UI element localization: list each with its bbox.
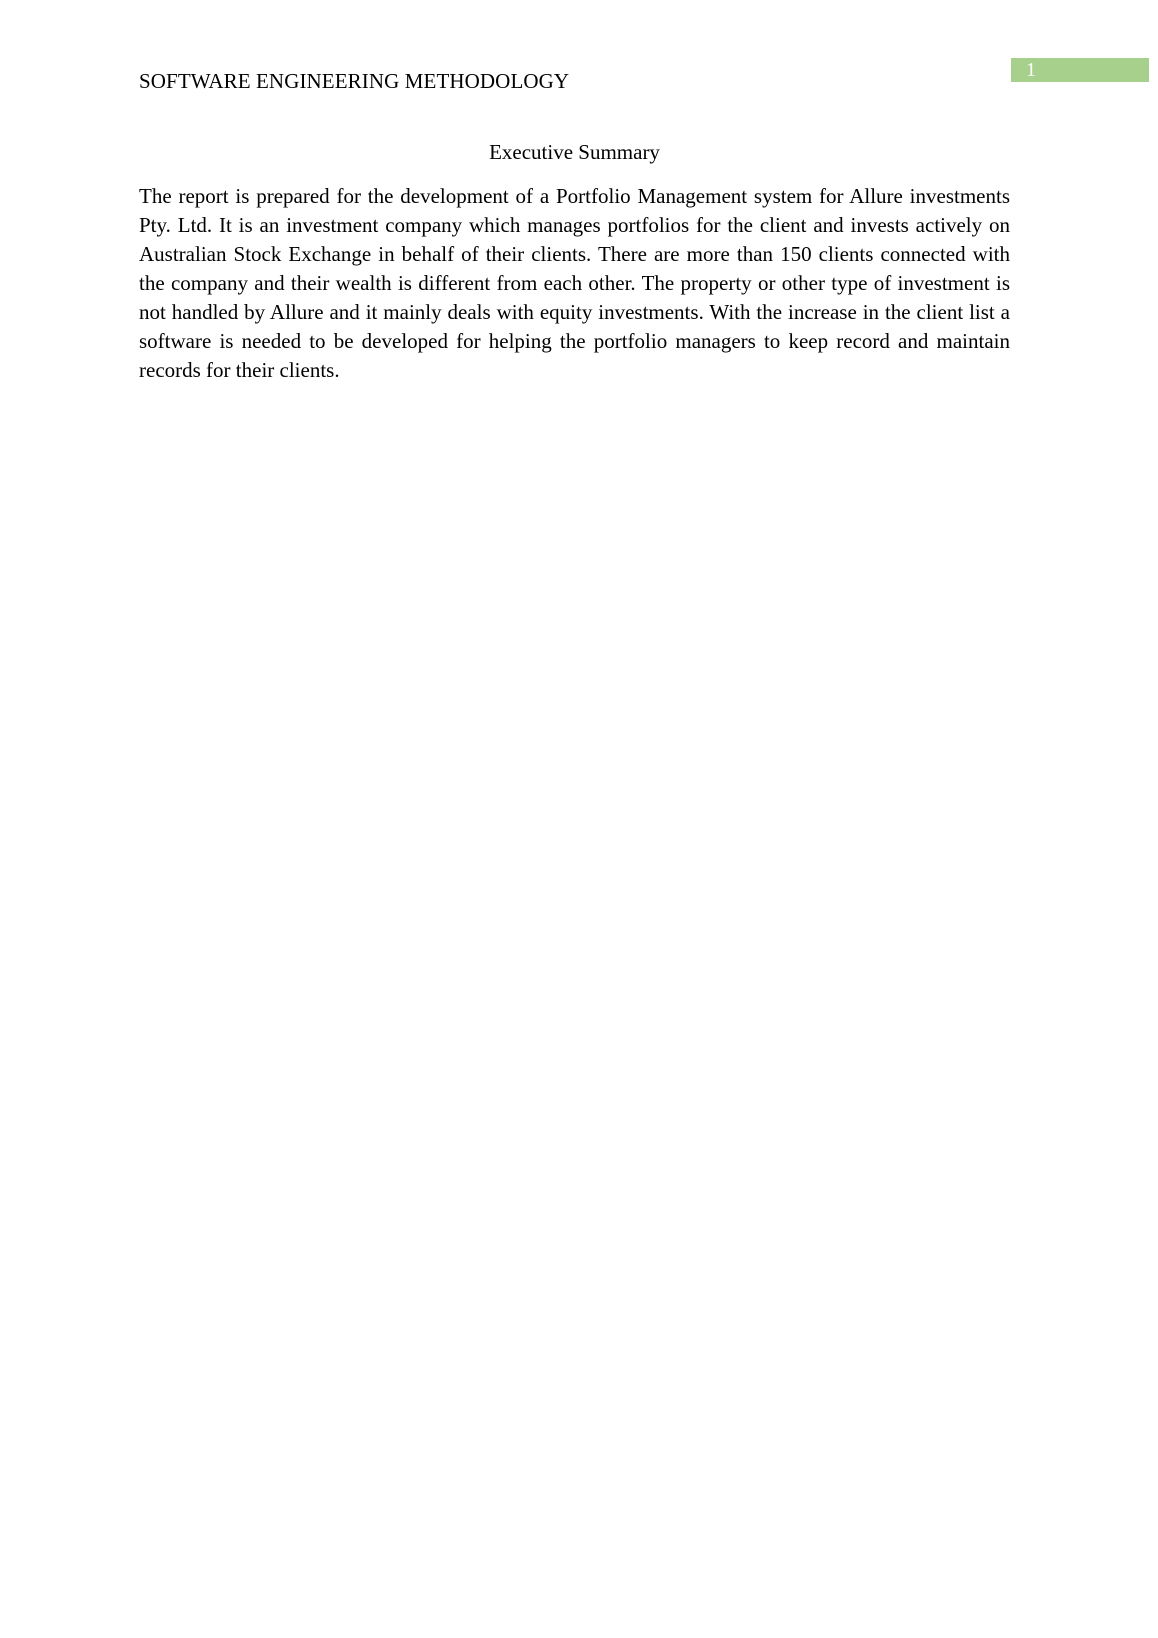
section-title: Executive Summary <box>489 140 660 164</box>
running-header-title: SOFTWARE ENGINEERING METHODOLOGY <box>139 69 570 93</box>
executive-summary-paragraph: The report is prepared for the development of a Portfolio Management system for Allure investments Pty. Ltd. It is an investment company which manages portfolios for the client and invests actively on Australian Stock Exchange in behalf of their clients. There are more than 150 clients connected with the company and their wealth is different from each other. The property or other type of investment is not handled by Allure and it mainly deals with equity investments. With the increase in the client list a software is needed to be developed for helping the portfolio managers to keep record and maintain records for their clients. <box>139 184 1010 382</box>
page-number-badge <box>1011 58 1149 82</box>
page-number: 1 <box>1026 59 1036 81</box>
